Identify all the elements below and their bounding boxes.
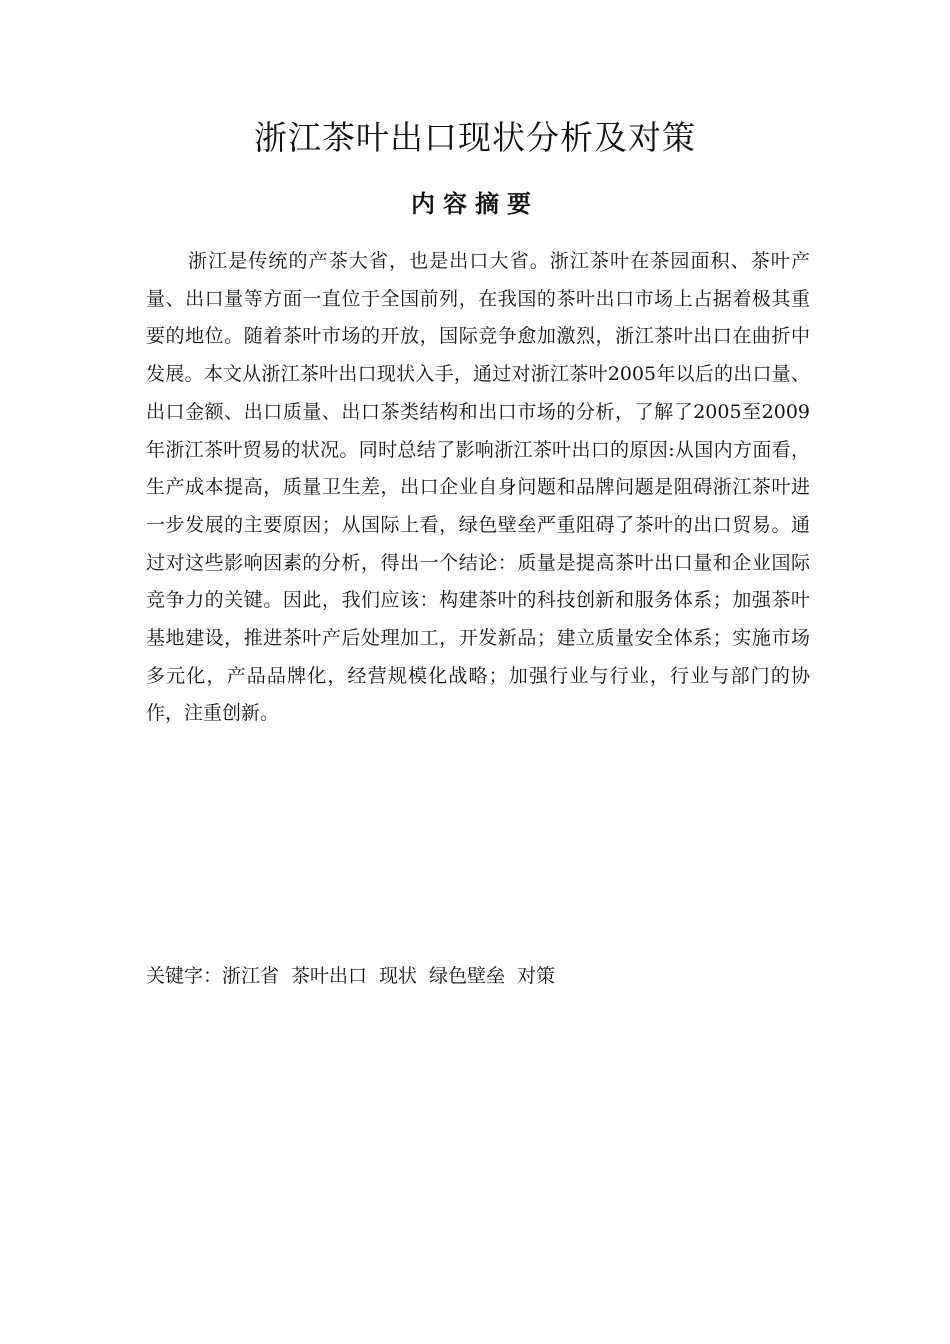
document-title: 浙江茶叶出口现状分析及对策: [254, 118, 696, 157]
keyword-item: 茶叶出口: [291, 965, 368, 987]
keyword-item: 绿色壁垒: [429, 965, 506, 987]
keyword-item: 现状: [379, 965, 418, 987]
keyword-item: 浙江省: [222, 965, 280, 987]
keywords-line: [146, 958, 810, 995]
keywords-label: 关键字：: [146, 965, 223, 987]
abstract-body: 浙江是传统的产茶大省，也是出口大省。浙江茶叶在茶园面积、茶叶产量、出口量等方面一直位于全国前列，在我国的茶叶出口市场上占据着极其重要的地位。随着茶叶市场的开放，国际竞争愈加激烈，浙江茶叶出口在曲折中发展。本文从浙江茶叶出口现状入手，通过对浙江茶叶2005年以后的出口量、出口金额、出口质量、出口茶类结构和出口市场的分析，了解了2005至2009年浙江茶叶贸易的状况。同时总结了影响浙江茶叶出口的原因:从国内方面看，生产成本提高，质量卫生差，出口企业自身问题和品牌问题是阻碍浙江茶叶进一步发展的主要原因；从国际上看，绿色壁垒严重阻碍了茶叶的出口贸易。通过对这些影响因素的分析，得出一个结论：质量是提高茶叶出口量和企业国际竞争力的关键。因此，我们应该：构建茶叶的科技创新和服务体系；加强茶叶基地建设，推进茶叶产后处理加工，开发新品；建立质量安全体系；实施市场多元化，产品品牌化，经营规模化战略；加强行业与行业，行业与部门的协作，注重创新。: [146, 250, 810, 725]
keyword-item: 对策: [517, 965, 556, 987]
abstract-heading: 内容摘要: [411, 190, 539, 218]
